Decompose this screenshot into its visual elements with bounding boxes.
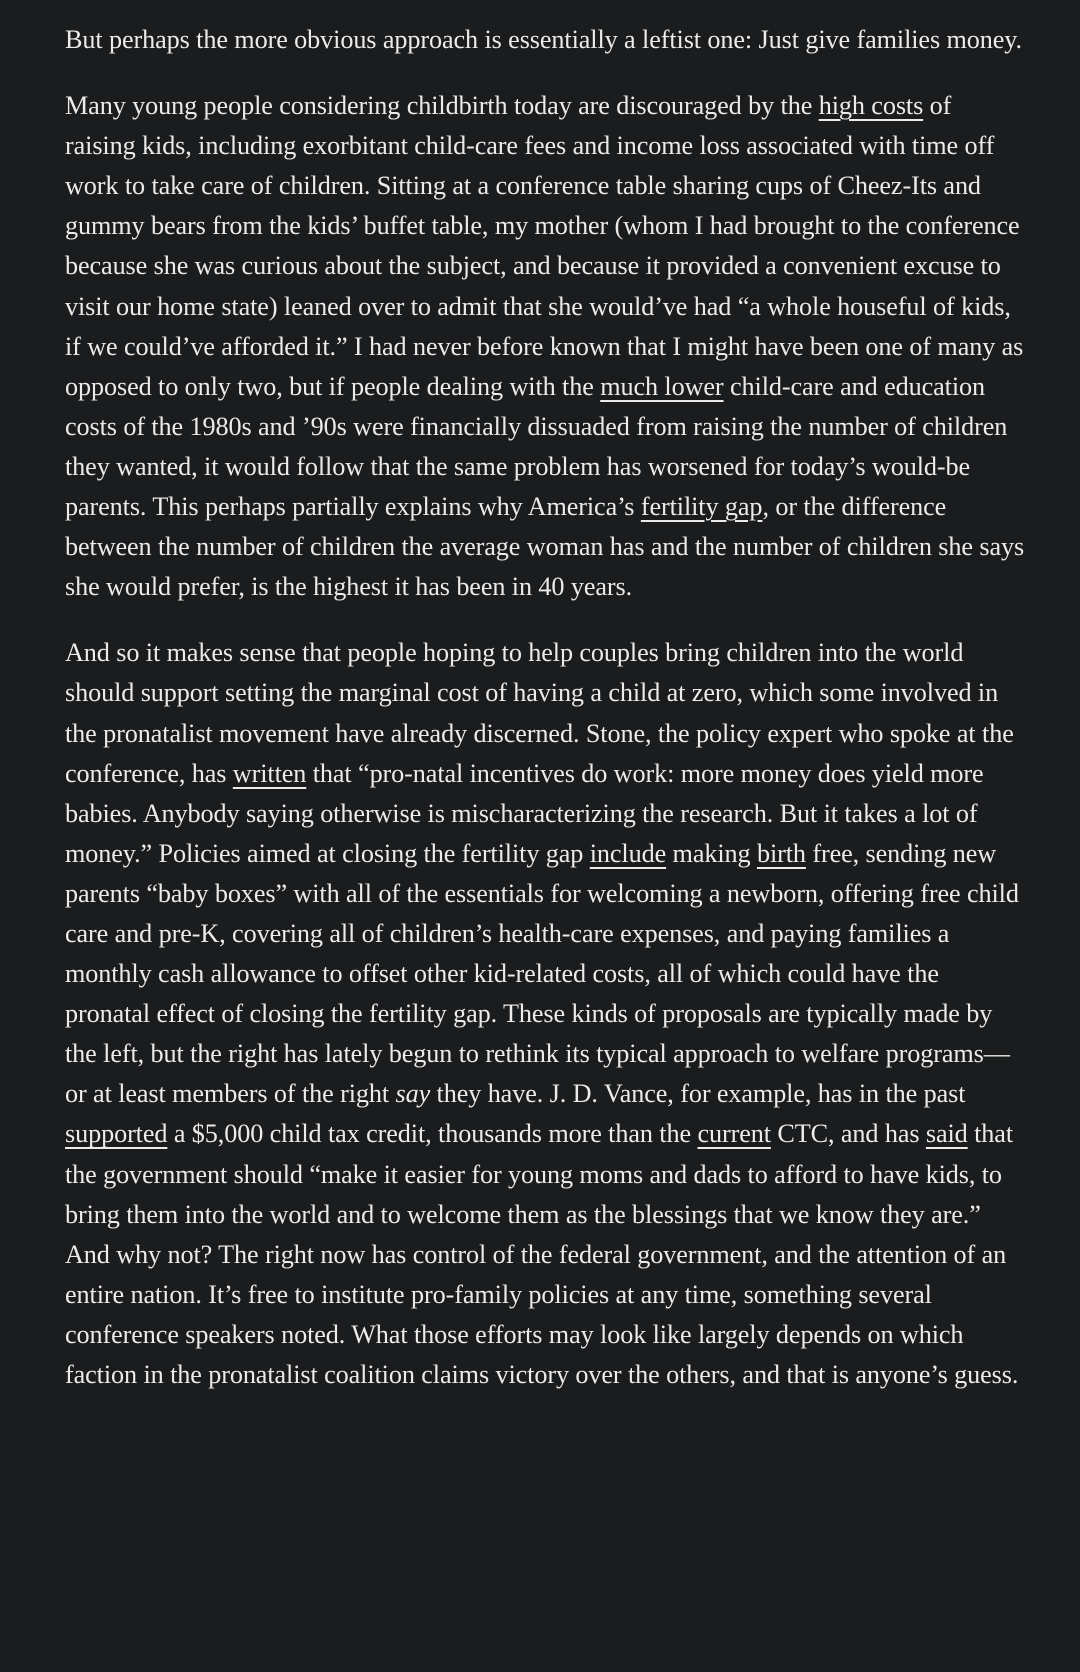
text-segment: Many young people considering childbirth today are discouraged by the (65, 91, 819, 121)
paragraph-3 (65, 633, 1025, 1395)
text-segment: CTC, and has (770, 1119, 926, 1149)
link-written[interactable]: written (232, 758, 307, 788)
text-segment: making (666, 838, 757, 868)
text-segment: that the government should “make it easier for young moms and dads to afford to have kids, to bring them into the world and to welcome them as the blessings that we know they are.” And why not? The right now has control of the federal government, and the attention of an entire nation. It’s free to institute pro-family policies at any time, something several conference speakers noted. What those efforts may look like largely depends on which faction in the pronatalist coalition claims victory over the others, and that is anyone’s guess. (65, 1119, 1019, 1389)
paragraph-2 (65, 86, 1025, 607)
paragraph-1 (65, 20, 1025, 60)
link-much-lower[interactable]: much lower (600, 371, 724, 401)
text-segment: of raising kids, including exorbitant child-care fees and income loss associated with time off work to take care of children. Sitting at a conference table sharing cups of Cheez-Its and gummy bears from the kids’ buffet table, my mother (whom I had brought to the conference because she was curious about the subject, and because it provided a convenient excuse to visit our home state) leaned over to admit that she would’ve had “a whole houseful of kids, if we could’ve afforded it.” I had never before known that I might have been one of many as opposed to only two, but if people dealing with the (65, 91, 1024, 401)
link-supported[interactable]: supported (65, 1119, 168, 1149)
text-segment: that “pro-natal incentives do work: more money does yield more babies. Anybody saying otherwise is mischaracterizing the research. But it takes a lot of money.” Policies aimed at closing the fertility gap (65, 758, 984, 868)
text-segment: But perhaps the more obvious approach is essentially a leftist one: Just give families money. (65, 25, 1023, 54)
article-body (65, 20, 1025, 1421)
text-segment: they have. J. D. Vance, for example, has in the past (430, 1079, 966, 1109)
text-segment: free, sending new parents “baby boxes” with all of the essentials for welcoming a newborn, offering free child care and pre-K, covering all of children’s health-care expenses, and paying families a monthly cash allowance to offset other kid-related costs, all of which could have the pronatal effect of closing the fertility gap. These kinds of proposals are typically made by the left, but the right has lately begun to rethink its typical approach to welfare programs—or at least members of the right (65, 838, 1019, 1109)
link-said[interactable]: said (925, 1119, 968, 1149)
text-segment: child-care and education costs of the 1980s and ’90s were financially dissuaded from raising the number of children they wanted, it would follow that the same problem has worsened for today’s would-be parents. This perhaps partially explains why America’s (65, 371, 1008, 522)
text-segment: a $5,000 child tax credit, thousands more than the (167, 1119, 698, 1149)
link-current[interactable]: current (697, 1119, 771, 1149)
text-segment: , or the difference between the number of children the average woman has and the number of children she says she would prefer, is the highest it has been in 40 years. (65, 492, 1025, 602)
emphasis-say: say (395, 1079, 431, 1109)
link-high-costs[interactable]: high costs (818, 91, 924, 121)
text-segment: And so it makes sense that people hoping to help couples bring children into the world should support setting the marginal cost of having a child at zero, which some involved in the pronatalist movement have already discerned. Stone, the policy expert who spoke at the conference, has (65, 638, 1014, 788)
link-include[interactable]: include (589, 838, 667, 868)
link-birth[interactable]: birth (756, 838, 806, 868)
link-fertility-gap[interactable]: fertility gap (640, 492, 763, 522)
